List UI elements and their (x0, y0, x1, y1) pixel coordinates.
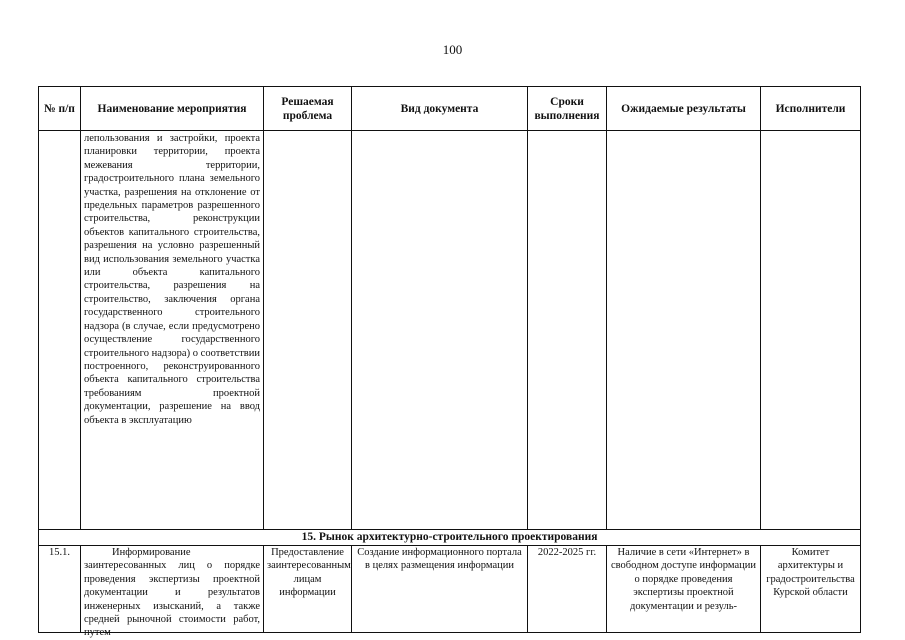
header-problem: Решаемая проблема (264, 87, 352, 131)
table-row-continued (39, 131, 861, 530)
item-deadline: 2022-2025 гг. (528, 546, 607, 633)
item-doc-type: Создание информационного портала в целях размещения информации (352, 546, 528, 633)
section-row (39, 530, 861, 546)
item-name: Информирование заинтересованных лиц о порядке проведения экспертизы проектной документации и результатов инженерных изысканий, а также средней рыночной стоимости работ, путем (84, 547, 260, 639)
cell-results (607, 131, 761, 530)
section-title: 15. Рынок архитектурно-строительного проектирования (39, 530, 861, 546)
header-deadline: Сроки выполнения (528, 87, 607, 131)
item-executors: Комитет архитектуры и градостроительства Курской области (761, 546, 861, 633)
cell-doc-type (352, 131, 528, 530)
header-executors: Исполнители (761, 87, 861, 131)
cell-executors (761, 131, 861, 530)
item-num: 15.1. (39, 546, 81, 633)
table-row-item (39, 546, 861, 633)
header-results: Ожидаемые результаты (607, 87, 761, 131)
header-num: № п/п (39, 87, 81, 131)
table-header-row (39, 87, 861, 131)
cell-num (39, 131, 81, 530)
item-results: Наличие в сети «Интернет» в свободном доступе информации о порядке проведения экспертизы проектной документации и резуль- (611, 547, 756, 612)
page-number: 100 (442, 42, 463, 57)
item-name-cell (81, 546, 264, 639)
measures-table (38, 86, 861, 639)
header-name: Наименование мероприятия (81, 87, 264, 131)
item-problem: Предоставление заинтересованным лицам информации (264, 546, 352, 633)
item-results-cell (607, 546, 761, 633)
cell-problem (264, 131, 352, 530)
cell-name: лепользования и застройки, проекта планировки территории, проекта межевания территории, градостроительного плана земельного участка, разрешения на отклонение от предельных параметров разрешенного строительства, реконструкции объектов капитального строительства, разрешения на условно разрешенный вид использования земельного участка или объекта капитального строительства, разрешения на строительство, заключения органа государственного строительного надзора (в случае, если предусмотрено осуществление государственного строительного надзора) о соответствии построенного, реконструированного объекта капитального строительства требованиям проектной документации, разрешение на ввод объекта в эксплуатацию (81, 131, 264, 530)
header-doc-type: Вид документа (352, 87, 528, 131)
cell-deadline (528, 131, 607, 530)
